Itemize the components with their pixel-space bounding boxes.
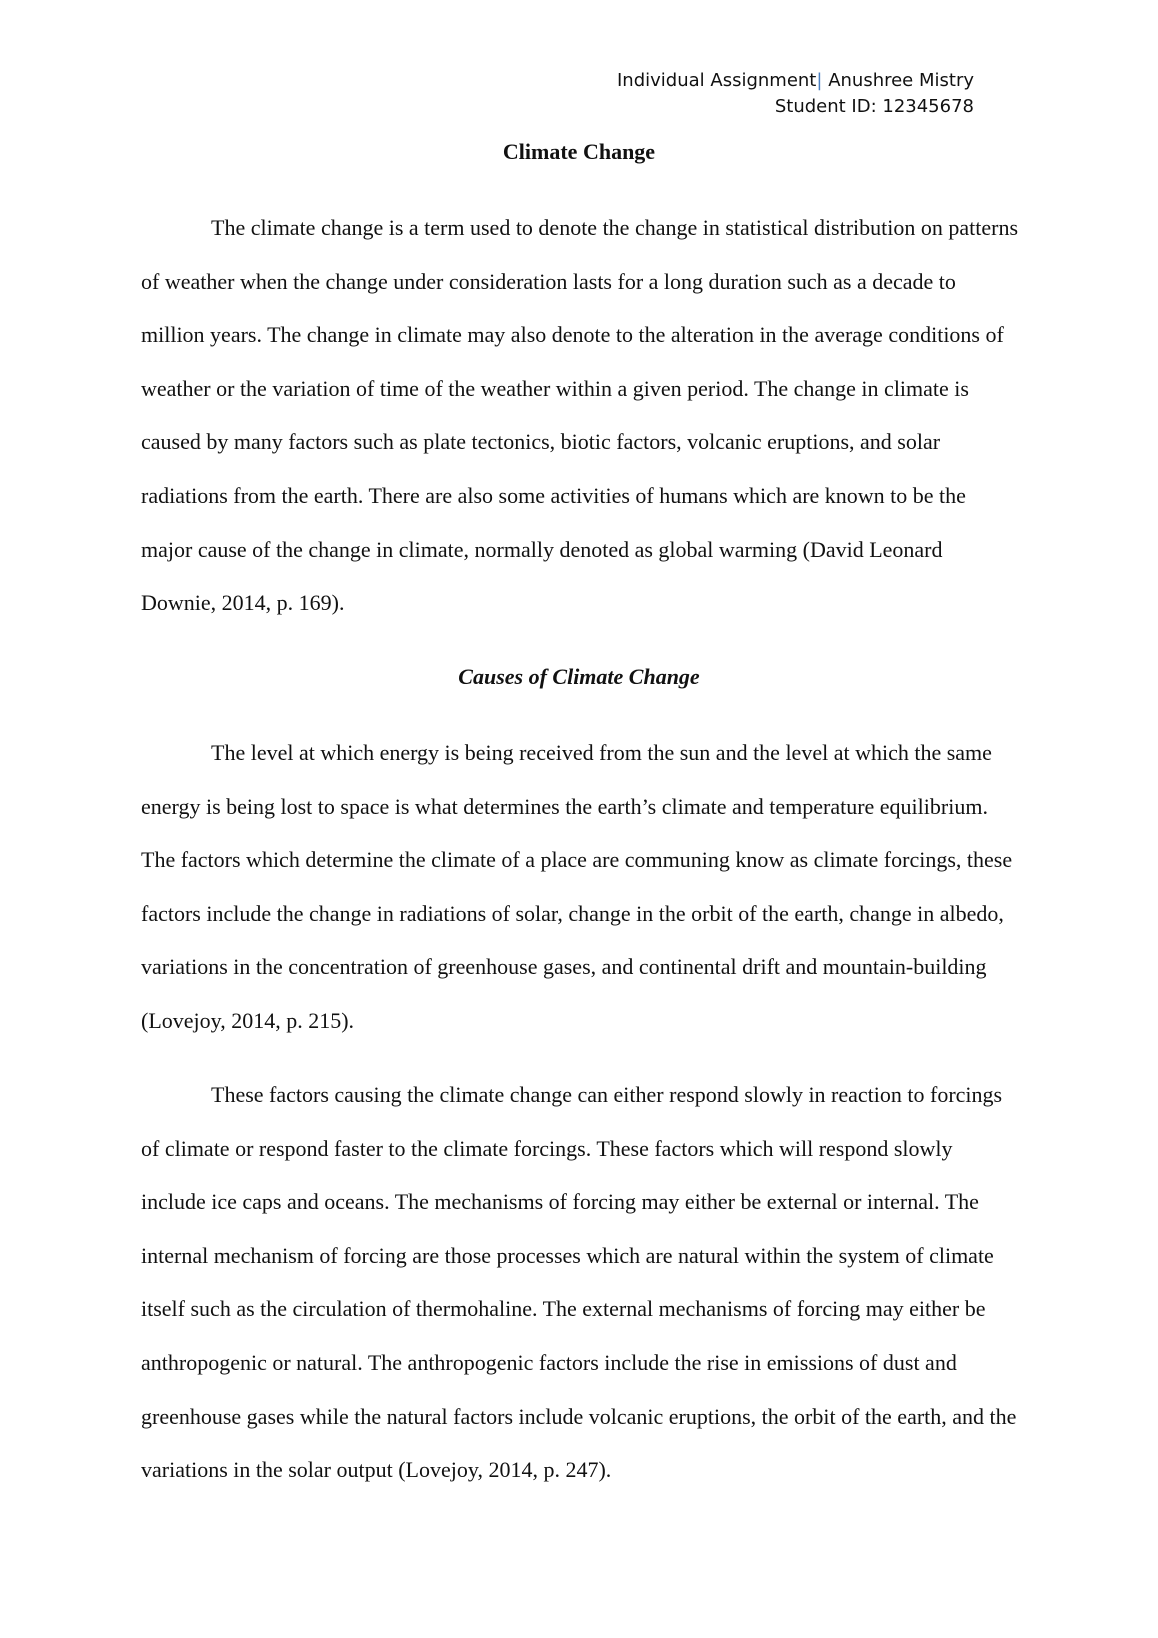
paragraph-causes-2: These factors causing the climate change can either respond slowly in reaction to forcings of climate or respond faster to the climate forcings. These factors which will respond slowly include ice caps and oceans. The mechanisms of forcing may either be external or internal. The internal mechanism of forcing are those processes which are natural within the system of climate itself such as the circulation of thermohaline. The external mechanisms of forcing may either be anthropogenic or natural. The anthropogenic factors include the rise in emissions of dust and greenhouse gases while the natural factors include volcanic eruptions, the orbit of the earth, and the variations in the solar output (Lovejoy, 2014, p. 247). bbox=[141, 1082, 1017, 1483]
header-separator: | bbox=[816, 70, 823, 91]
paragraph-intro: The climate change is a term used to denote the change in statistical distribution on patterns of weather when the change under consideration lasts for a long duration such as a decade to million years. The change in climate may also denote to the alteration in the average conditions of weather or the variation of time of the weather within a given period. The change in climate is caused by many factors such as plate tectonics, biotic factors, volcanic eruptions, and solar radiations from the earth. There are also some activities of humans which are known to be the major cause of the change in climate, normally denoted as global warming (David Leonard Downie, 2014, p. 169). bbox=[141, 215, 1019, 616]
document-title: Climate Change bbox=[502, 139, 656, 164]
header-line-1 bbox=[617, 68, 974, 94]
section-subheading: Causes of Climate Change bbox=[458, 664, 700, 689]
author-name: Anushree Mistry bbox=[828, 70, 974, 91]
assignment-label: Individual Assignment bbox=[617, 70, 817, 91]
student-id: Student ID: 12345678 bbox=[774, 96, 974, 117]
page-header bbox=[617, 68, 974, 120]
paragraph-causes-1: The level at which energy is being received from the sun and the level at which the same energy is being lost to space is what determines the earth’s climate and temperature equilibrium. The factors which determine the climate of a place are communing know as climate forcings, these factors include the change in radiations of solar, change in the orbit of the earth, change in albedo, variations in the concentration of greenhouse gases, and continental drift and mountain-building (Lovejoy, 2014, p. 215). bbox=[141, 740, 1013, 1033]
